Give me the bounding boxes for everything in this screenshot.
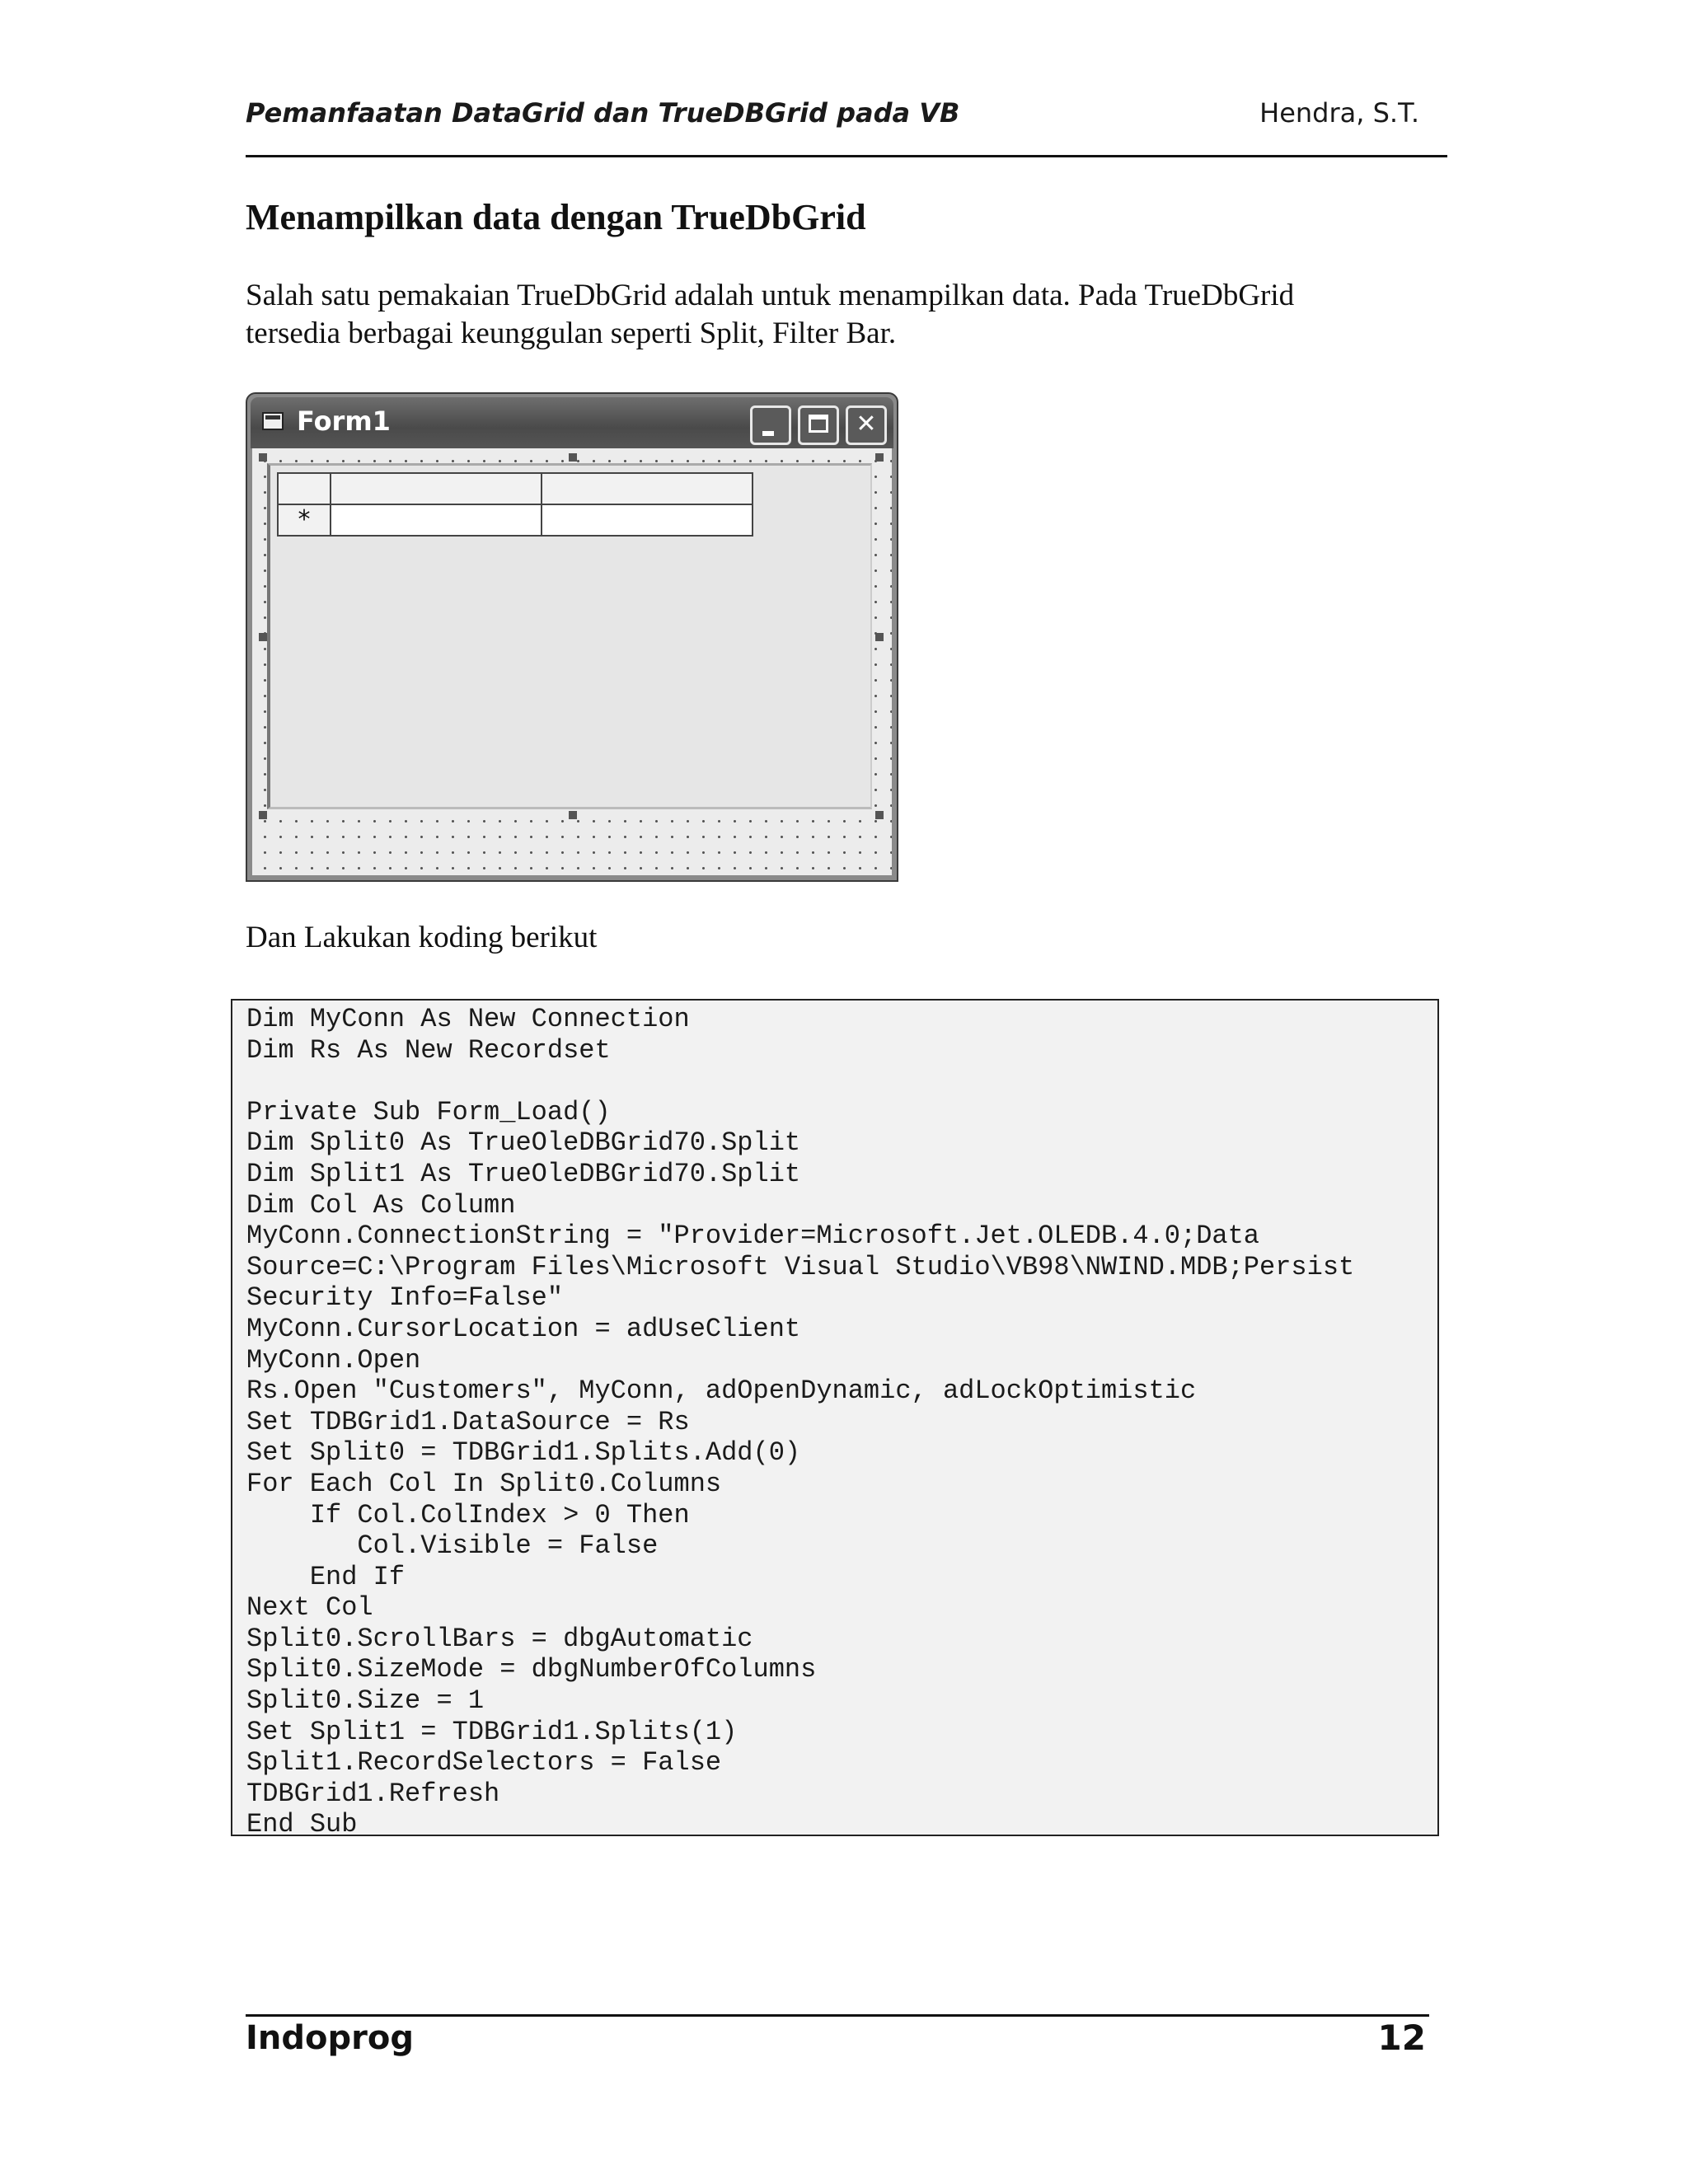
resize-handle[interactable]	[875, 633, 884, 641]
code-line: Dim Rs As New Recordset	[246, 1034, 611, 1066]
code-line: End If	[246, 1561, 406, 1592]
code-line: Set TDBGrid1.DataSource = Rs	[246, 1406, 690, 1437]
code-line: MyConn.ConnectionString = "Provider=Microsoft.Jet.OLEDB.4.0;Data	[246, 1221, 1259, 1252]
resize-handle[interactable]	[259, 633, 267, 641]
resize-handle[interactable]	[259, 453, 267, 462]
code-line: Split0.SizeMode = dbgNumberOfColumns	[246, 1654, 817, 1685]
code-listing	[231, 999, 1439, 1840]
code-line: Split0.ScrollBars = dbgAutomatic	[246, 1623, 753, 1654]
code-line: Set Split1 = TDBGrid1.Splits(1)	[246, 1716, 738, 1747]
header-divider	[246, 155, 1447, 157]
intro-paragraph	[246, 277, 1449, 353]
resize-handle[interactable]	[259, 811, 267, 819]
page-number: 12	[1377, 2018, 1426, 2058]
code-line: Split1.RecordSelectors = False	[246, 1747, 722, 1779]
resize-handle[interactable]	[875, 453, 884, 462]
close-button[interactable]: ✕	[846, 405, 887, 445]
code-line: Security Info=False"	[246, 1282, 564, 1314]
code-line: Source=C:\Program Files\Microsoft Visual Studio\VB98\NWIND.MDB;Persist	[246, 1251, 1355, 1282]
grid-table	[277, 472, 753, 537]
code-line: Set Split0 = TDBGrid1.Splits.Add(0)	[246, 1437, 801, 1469]
code-intro-caption: Dan Lakukan koding berikut	[246, 921, 598, 954]
code-line: Dim Split0 As TrueOleDBGrid70.Split	[246, 1127, 801, 1159]
form-icon	[262, 412, 284, 430]
grid-corner-cell	[278, 473, 331, 504]
code-line: Split0.Size = 1	[246, 1685, 485, 1717]
code-line: MyConn.CursorLocation = adUseClient	[246, 1313, 801, 1344]
record-selector-new-row[interactable]: *	[278, 504, 331, 536]
code-line: If Col.ColIndex > 0 Then	[246, 1499, 690, 1530]
code-line: Rs.Open "Customers", MyConn, adOpenDynamic, adLockOptimistic	[246, 1376, 1197, 1407]
code-line: Dim MyConn As New Connection	[246, 1004, 690, 1034]
grid-new-row	[278, 504, 753, 536]
resize-handle[interactable]	[875, 811, 884, 819]
code-line: End Sub	[246, 1809, 358, 1840]
grid-cell[interactable]	[542, 504, 753, 536]
form1-window-screenshot	[246, 392, 898, 882]
code-line: For Each Col In Split0.Columns	[246, 1468, 722, 1499]
footer-brand: Indoprog	[246, 2019, 414, 2057]
grid-header-row	[278, 473, 753, 504]
code-line	[246, 1066, 1437, 1097]
section-title: Menampilkan data dengan TrueDbGrid	[246, 197, 866, 237]
resize-handle[interactable]	[569, 811, 577, 819]
code-line: Dim Split1 As TrueOleDBGrid70.Split	[246, 1158, 801, 1189]
paragraph-line: Salah satu pemakaian TrueDbGrid adalah untuk menampilkan data. Pada TrueDbGrid	[246, 279, 1295, 312]
paragraph-line: tersedia berbagai keunggulan seperti Split, Filter Bar.	[246, 316, 897, 350]
code-lines	[246, 1004, 1437, 1840]
code-line: Dim Col As Column	[246, 1189, 516, 1221]
truedbgrid-control[interactable]	[267, 463, 872, 809]
grid-cell[interactable]	[331, 504, 542, 536]
code-line: Next Col	[246, 1592, 373, 1624]
running-header-author: Hendra, S.T.	[1259, 97, 1419, 129]
grid-column-header[interactable]	[331, 473, 542, 504]
maximize-button[interactable]	[798, 405, 839, 445]
footer-divider	[246, 2014, 1429, 2017]
running-header-title: Pemanfaatan DataGrid dan TrueDBGrid pada VB	[246, 97, 960, 129]
code-line: MyConn.Open	[246, 1344, 421, 1376]
window-title: Form1	[297, 405, 391, 437]
code-line: TDBGrid1.Refresh	[246, 1778, 500, 1809]
code-line: Private Sub Form_Load()	[246, 1096, 611, 1127]
minimize-button[interactable]	[750, 405, 791, 445]
code-line: Col.Visible = False	[246, 1530, 659, 1562]
form-design-surface	[252, 448, 892, 875]
resize-handle[interactable]	[569, 453, 577, 462]
window-titlebar	[251, 397, 893, 448]
grid-column-header[interactable]	[542, 473, 753, 504]
